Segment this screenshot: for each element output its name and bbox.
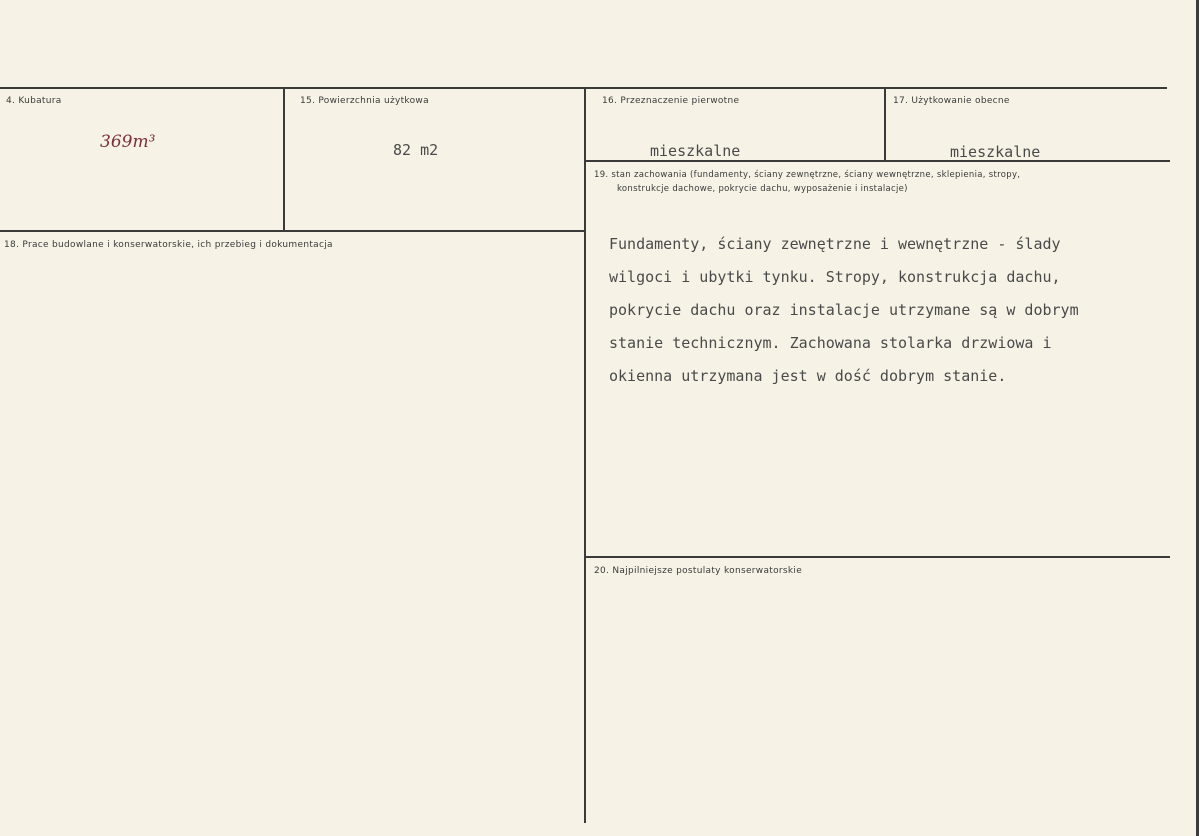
rule-between-16-17: [884, 88, 886, 161]
uzytkowanie-label: 17. Użytkowanie obecne: [893, 96, 1010, 106]
stan-label-line1: 19. stan zachowania (fundamenty, ściany zewnętrzne, ściany wewnętrzne, sklepienia, stropy,: [594, 170, 1021, 180]
stan-line: okienna utrzymana jest w dość dobrym stanie.: [609, 367, 1007, 385]
stan-line: pokrycie dachu oraz instalacje utrzymane są w dobrym: [609, 301, 1079, 319]
kubatura-value: 369m³: [100, 132, 156, 152]
rule-between-4-15: [283, 88, 285, 231]
stan-label-line2: konstrukcje dachowe, pokrycie dachu, wyposażenie i instalacje): [617, 184, 908, 194]
rule-under-16-17: [586, 160, 1170, 162]
rule-under-4-15: [0, 230, 586, 232]
stan-line: wilgoci i ubytki tynku. Stropy, konstrukcja dachu,: [609, 268, 1061, 286]
stan-line: Fundamenty, ściany zewnętrzne i wewnętrzne - ślady: [609, 235, 1061, 253]
rule-under-19: [586, 556, 1170, 558]
rule-center: [584, 88, 586, 823]
stan-text: [609, 228, 1169, 393]
uzytkowanie-value: mieszkalne: [950, 143, 1041, 161]
przeznaczenie-label: 16. Przeznaczenie pierwotne: [602, 96, 740, 106]
przeznaczenie-value: mieszkalne: [650, 142, 741, 160]
kubatura-label: 4. Kubatura: [6, 96, 62, 106]
powierzchnia-label: 15. Powierzchnia użytkowa: [300, 96, 429, 106]
stan-line: stanie technicznym. Zachowana stolarka drzwiowa i: [609, 334, 1052, 352]
postulaty-label: 20. Najpilniejsze postulaty konserwatorskie: [594, 566, 803, 576]
prace-label: 18. Prace budowlane i konserwatorskie, ich przebieg i dokumentacja: [4, 240, 333, 250]
powierzchnia-value: 82 m2: [393, 141, 439, 159]
